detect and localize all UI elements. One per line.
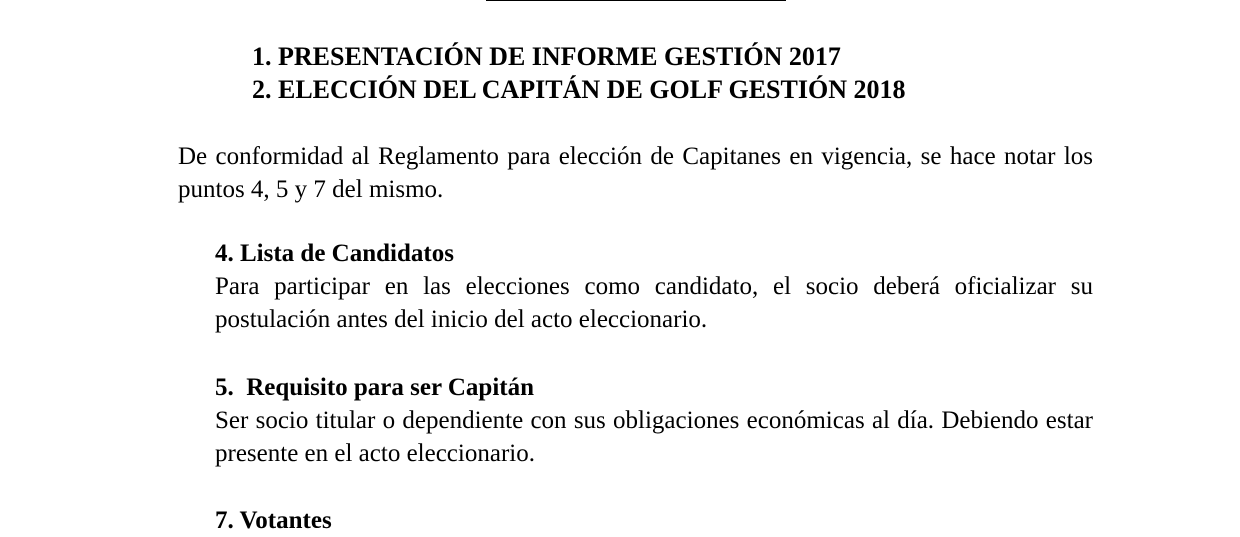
agenda-item-number: 1. — [252, 42, 272, 71]
agenda-item-1 — [252, 40, 1052, 73]
top-divider-line — [486, 0, 786, 1]
section-requisito-capitan — [215, 371, 1093, 470]
agenda-list — [252, 40, 1052, 106]
section-heading: 7. Votantes — [215, 507, 332, 534]
intro-paragraph: De conformidad al Reglamento para elección de Capitanes en vigencia, se hace notar los puntos 4, 5 y 7 del mismo. — [178, 143, 1093, 203]
section-body: Para participar en las elecciones como candidato, el socio deberá oficializar su postulación antes del inicio del acto eleccionario. — [215, 273, 1093, 333]
agenda-item-number: 2. — [252, 75, 272, 104]
section-heading: 4. Lista de Candidatos — [215, 240, 454, 267]
section-lista-candidatos — [215, 237, 1093, 336]
agenda-item-2 — [252, 73, 1052, 106]
agenda-item-text: PRESENTACIÓN DE INFORME GESTIÓN 2017 — [278, 42, 841, 71]
section-votantes — [215, 504, 1093, 537]
section-heading: 5. Requisito para ser Capitán — [215, 374, 535, 401]
agenda-item-text: ELECCIÓN DEL CAPITÁN DE GOLF GESTIÓN 2018 — [278, 75, 906, 104]
section-body: Ser socio titular o dependiente con sus obligaciones económicas al día. Debiendo estar presente en el acto eleccionario. — [215, 407, 1093, 467]
